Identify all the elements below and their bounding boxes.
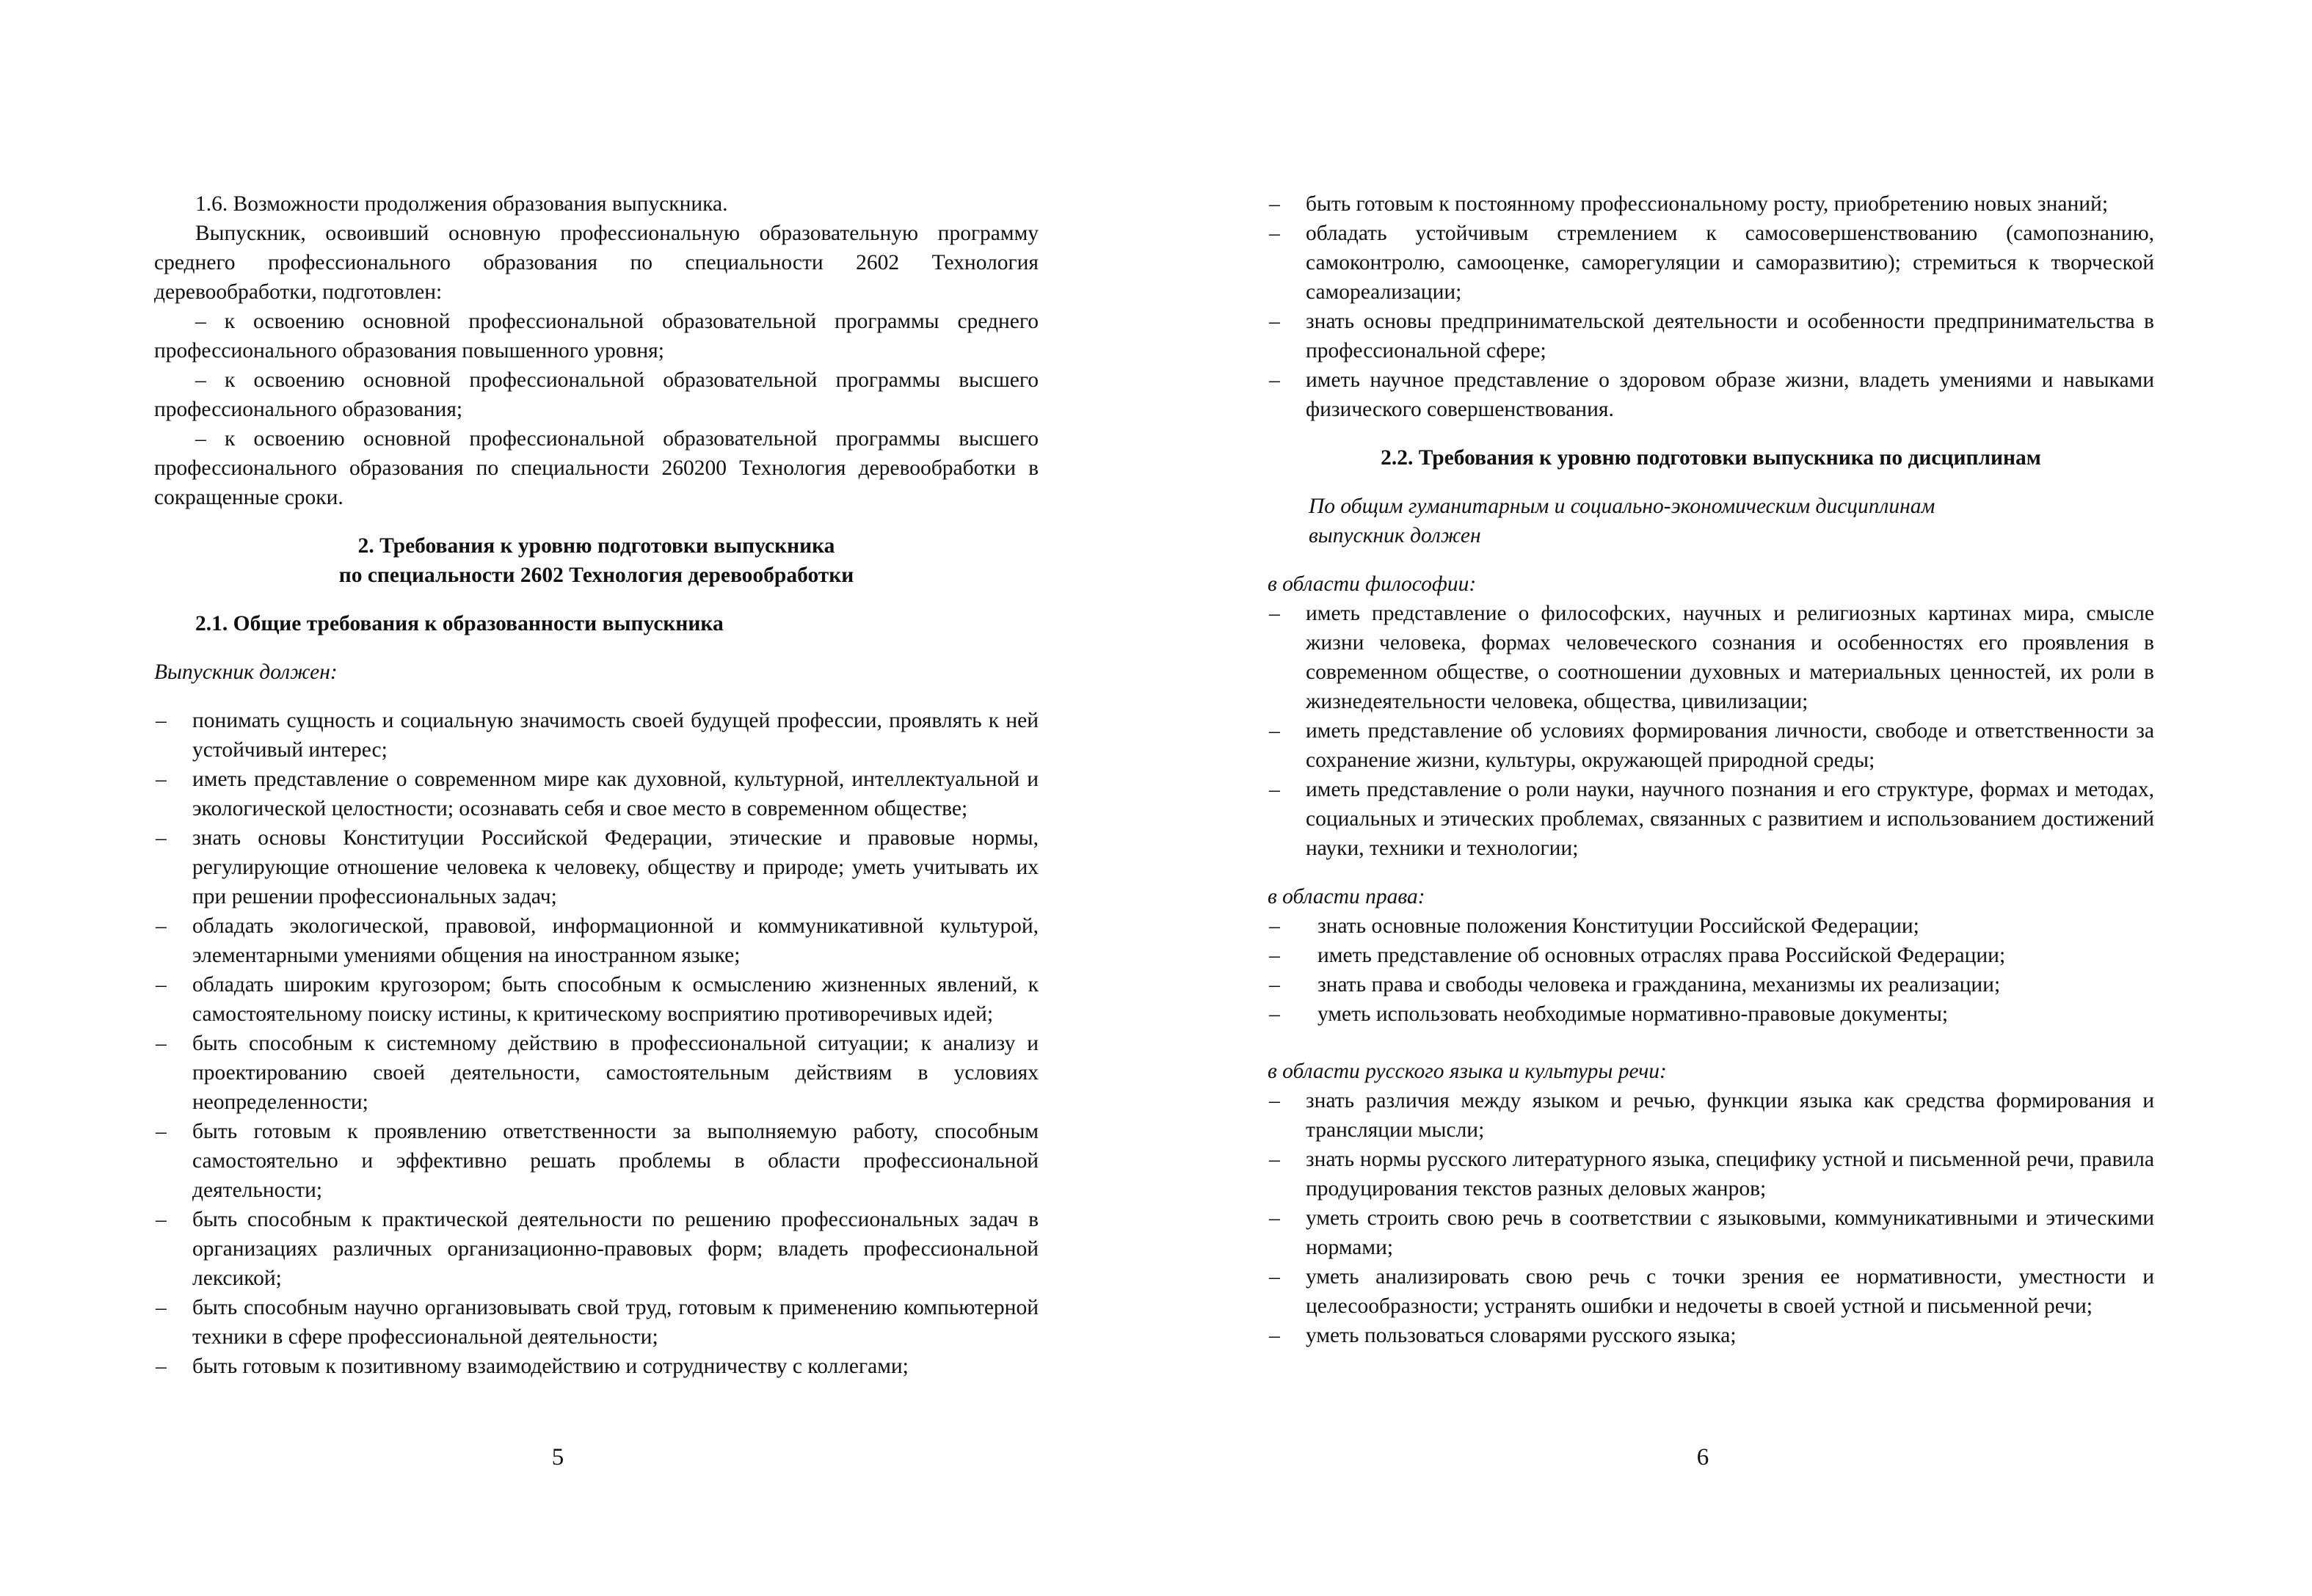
list-item xyxy=(154,970,1039,1029)
list-item-text: иметь представление о философских, научных и религиозных картинах мира, смысле жизни человека, формах человеческого сознания и особенностях его проявления в современном обществе, о соотношении духовных и материальных ценностей, их роли в жизнедеятельности человека, общества, цивилизации; xyxy=(1306,602,2154,713)
list-item-text: знать права и свободы человека и гражданина, механизмы их реализации; xyxy=(1317,973,2001,996)
dash-bullet: – xyxy=(156,768,167,791)
dash-bullet: – xyxy=(156,1296,167,1319)
dash-bullet: – xyxy=(1269,310,1280,333)
list-item xyxy=(1268,365,2154,424)
list-item xyxy=(154,706,1039,765)
list-item-text: обладать устойчивым стремлением к самосовершенствованию (самопознанию, самоконтролю, самооценке, саморегуляции и саморазвитию); стремиться к творческой самореализации; xyxy=(1306,222,2154,304)
spacer xyxy=(1268,550,2154,569)
spacer xyxy=(1268,1029,2154,1057)
spacer xyxy=(154,590,1039,609)
section-2-title-line2: по специальности 2602 Технология деревообработки xyxy=(338,564,854,587)
russian-language-list xyxy=(1268,1086,2154,1350)
dash-bullet: – xyxy=(156,973,167,996)
left-column xyxy=(154,189,1039,1381)
list-item xyxy=(154,1205,1039,1293)
list-item-text: быть готовым к проявлению ответственности за выполняемую работу, способным самостоятельно и эффективно решать проблемы в области профессиональной деятельности; xyxy=(192,1120,1039,1202)
list-item xyxy=(1268,911,2154,941)
spacer xyxy=(1268,473,2154,492)
law-list xyxy=(1268,911,2154,1029)
list-item xyxy=(1268,970,2154,999)
list-item-text: уметь анализировать свою речь с точки зрения ее нормативности, уместности и целесообразности; устранять ошибки и недочеты в своей устной и письменной речи; xyxy=(1306,1265,2154,1318)
section-1-6-item: – к освоению основной профессиональной образовательной программы высшего профессионального образования по специальности 260200 Технология деревообработки в сокращенные сроки. xyxy=(154,427,1039,509)
dash-bullet: – xyxy=(1269,1002,1280,1026)
list-item xyxy=(154,911,1039,970)
dash-bullet: – xyxy=(1269,719,1280,743)
russian-language-title: в области русского языка и культуры речи: xyxy=(1268,1060,1667,1083)
section-1-6-intro: Выпускник, освоивший основную профессиональную образовательную программу среднего профессионального образования по специальности 2602 Технология деревообработки, подготовлен: xyxy=(154,222,1039,304)
dash-bullet: – xyxy=(156,709,167,732)
list-item xyxy=(154,1293,1039,1352)
list-item-text: обладать широким кругозором; быть способным к осмыслению жизненных явлений, к самостоятельному поиску истины, к критическому восприятию противоречивых идей; xyxy=(192,973,1039,1026)
dash-bullet: – xyxy=(1269,914,1280,938)
list-item-text: иметь представление о роли науки, научного познания и его структуре, формах и методах, социальных и этических проблемах, связанных с развитием и использованием достижений науки, техники и технологии; xyxy=(1306,778,2154,860)
list-item xyxy=(1268,999,2154,1029)
dash-bullet: – xyxy=(1269,1265,1280,1289)
spacer xyxy=(1268,424,2154,443)
list-item-text: иметь представление об основных отраслях права Российской Федерации; xyxy=(1317,944,2006,967)
list-item-text: знать нормы русского литературного языка, специфику устной и письменной речи, правила продуцирования текстов разных деловых жанров; xyxy=(1306,1148,2154,1200)
list-item xyxy=(1268,219,2154,307)
right-page xyxy=(1156,0,2312,1596)
list-item xyxy=(1268,1203,2154,1262)
dash-bullet: – xyxy=(1269,222,1280,245)
dash-bullet: – xyxy=(156,1355,167,1378)
dash-bullet: – xyxy=(156,1032,167,1055)
dash-bullet: – xyxy=(1269,1324,1280,1347)
list-item xyxy=(154,1352,1039,1381)
dash-bullet: – xyxy=(1269,1206,1280,1230)
dash-bullet: – xyxy=(1269,192,1280,216)
list-item xyxy=(1268,1086,2154,1145)
list-item xyxy=(154,823,1039,911)
list-item xyxy=(1268,1145,2154,1203)
list-item xyxy=(154,1029,1039,1117)
general-requirements-list-continued xyxy=(1268,189,2154,424)
list-item-text: иметь представление об условиях формирования личности, свободе и ответственности за сохранение жизни, культуры, окружающей природной среды; xyxy=(1306,719,2154,772)
dash-bullet: – xyxy=(1269,1148,1280,1171)
humanities-line2: выпускник должен xyxy=(1309,524,1481,547)
dash-bullet: – xyxy=(156,1120,167,1143)
dash-bullet: – xyxy=(1269,944,1280,967)
law-title: в области права: xyxy=(1268,885,1425,908)
dash-bullet: – xyxy=(1269,1089,1280,1112)
dash-bullet: – xyxy=(1269,973,1280,996)
list-item xyxy=(154,1117,1039,1205)
spacer xyxy=(154,687,1039,706)
section-2-2-title: 2.2. Требования к уровню подготовки выпускника по дисциплинам xyxy=(1381,446,2041,470)
spacer xyxy=(1268,863,2154,882)
section-1-6-title: 1.6. Возможности продолжения образования выпускника. xyxy=(195,192,728,216)
list-item-text: понимать сущность и социальную значимость своей будущей профессии, проявлять к ней устойчивый интерес; xyxy=(192,709,1039,762)
humanities-line1: По общим гуманитарным и социально-экономическим дисциплинам xyxy=(1309,495,1935,518)
page-number: 6 xyxy=(1696,1444,1709,1471)
list-item-text: обладать экологической, правовой, информационной и коммуникативной культурой, элементарными умениями общения на иностранном языке; xyxy=(192,914,1039,967)
philosophy-title: в области философии: xyxy=(1268,572,1477,596)
spacer xyxy=(154,512,1039,531)
dash-bullet: – xyxy=(156,1208,167,1231)
list-item-text: быть готовым к позитивному взаимодействию и сотрудничеству с коллегами; xyxy=(192,1355,909,1378)
list-item xyxy=(1268,1321,2154,1350)
list-item-text: уметь пользоваться словарями русского языка; xyxy=(1306,1324,1737,1347)
list-item-text: иметь научное представление о здоровом образе жизни, владеть умениями и навыками физического совершенствования. xyxy=(1306,368,2154,421)
dash-bullet: – xyxy=(1269,368,1280,392)
dash-bullet: – xyxy=(1269,778,1280,801)
graduate-must-label: Выпускник должен: xyxy=(154,660,338,684)
dash-bullet: – xyxy=(156,914,167,938)
dash-bullet: – xyxy=(1269,602,1280,625)
general-requirements-list xyxy=(154,706,1039,1381)
list-item-text: иметь представление о современном мире как духовной, культурной, интеллектуальной и экологической целостности; осознавать себя и свое место в современном обществе; xyxy=(192,768,1039,820)
section-2-title-line1: 2. Требования к уровню подготовки выпускника xyxy=(357,534,835,558)
spacer xyxy=(154,638,1039,657)
list-item-text: знать различия между языком и речью, функции языка как средства формирования и трансляции мысли; xyxy=(1306,1089,2154,1142)
section-1-6-item: – к освоению основной профессиональной образовательной программы высшего профессионального образования; xyxy=(154,368,1039,421)
list-item-text: быть способным к практической деятельности по решению профессиональных задач в организациях различных организационно-правовых форм; владеть профессиональной лексикой; xyxy=(192,1208,1039,1290)
list-item-text: быть способным научно организовывать свой труд, готовым к применению компьютерной техники в сфере профессиональной деятельности; xyxy=(192,1296,1039,1349)
philosophy-list xyxy=(1268,599,2154,863)
list-item xyxy=(1268,1262,2154,1321)
list-item-text: знать основные положения Конституции Российской Федерации; xyxy=(1317,914,1919,938)
list-item xyxy=(1268,307,2154,365)
list-item-text: знать основы Конституции Российской Федерации, этические и правовые нормы, регулирующие отношение человека к человеку, обществу и природе; уметь учитывать их при решении профессиональных задач; xyxy=(192,826,1039,908)
list-item-text: быть способным к системному действию в профессиональной ситуации; к анализу и проектированию своей деятельности, самостоятельным действиям в условиях неопределенности; xyxy=(192,1032,1039,1114)
list-item xyxy=(1268,775,2154,863)
list-item-text: уметь использовать необходимые нормативно-правовые документы; xyxy=(1317,1002,1949,1026)
list-item xyxy=(1268,599,2154,716)
list-item-text: уметь строить свою речь в соответствии с языковыми, коммуникативными и этическими нормами; xyxy=(1306,1206,2154,1259)
list-item xyxy=(1268,941,2154,970)
page-number: 5 xyxy=(551,1444,564,1471)
list-item xyxy=(1268,716,2154,775)
list-item-text: знать основы предпринимательской деятельности и особенности предпринимательства в профессиональной сфере; xyxy=(1306,310,2154,362)
dash-bullet: – xyxy=(156,826,167,850)
section-1-6-item: – к освоению основной профессиональной образовательной программы среднего профессионального образования повышенного уровня; xyxy=(154,310,1039,362)
right-column xyxy=(1268,189,2154,1350)
list-item xyxy=(1268,189,2154,219)
section-2-1-title: 2.1. Общие требования к образованности выпускника xyxy=(195,612,724,635)
list-item xyxy=(154,765,1039,823)
list-item-text: быть готовым к постоянному профессиональному росту, приобретению новых знаний; xyxy=(1306,192,2109,216)
